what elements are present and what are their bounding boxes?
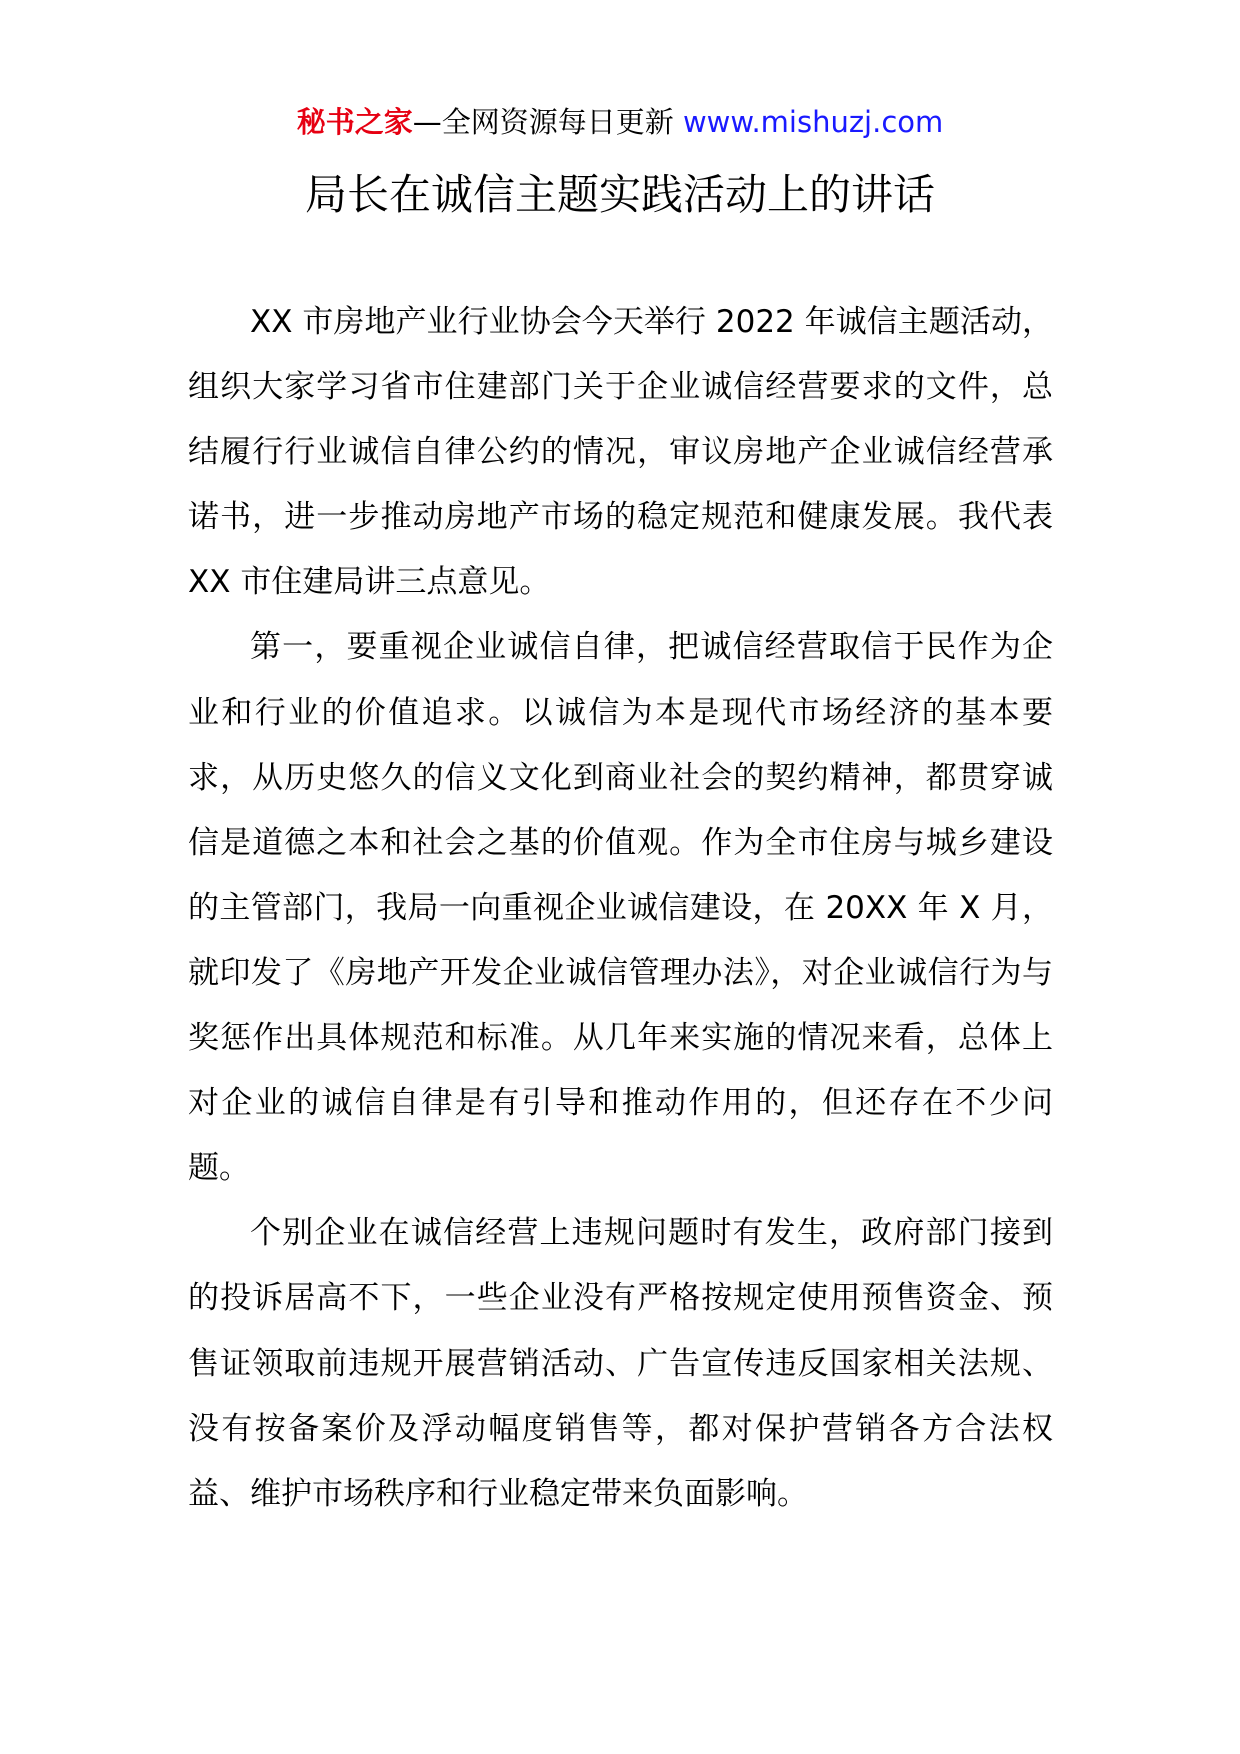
site-header [0,100,1240,144]
document-body [188,290,1053,1527]
paragraph-problems: 个别企业在诚信经营上违规问题时有发生，政府部门接到的投诉居高不下，一些企业没有严格按规定使用预售资金、预售证领取前违规开展营销活动、广告宣传违反国家相关法规、没有按备案价及浮动幅度销售等，都对保护营销各方合法权益、维护市场秩序和行业稳定带来负面影响。 [188,1215,1053,1512]
document-title: 局长在诚信主题实践活动上的讲话 [304,170,935,219]
paragraph-first-point: 第一，要重视企业诚信自律，把诚信经营取信于民作为企业和行业的价值追求。以诚信为本是现代市场经济的基本要求，从历史悠久的信义文化到商业社会的契约精神，都贯穿诚信是道德之本和社会之基的价值观。作为全市住房与城乡建设的主管部门，我局一向重视企业诚信建设，在 20XX 年 X 月，就印发了《房地产开发企业诚信管理办法》，对企业诚信行为与奖惩作出具体规范和标准。从几年来实施的情况来看，总体上对企业的诚信自律是有引导和推动作用的，但还存在不少问题。 [188,629,1053,1187]
header-tagline: —全网资源每日更新 [412,105,674,139]
site-url-link[interactable]: www.mishuzj.com [682,105,944,139]
paragraph-intro: XX 市房地产业行业协会今天举行 2022 年诚信主题活动，组织大家学习省市住建部门关于企业诚信经营要求的文件，总结履行行业诚信自律公约的情况，审议房地产企业诚信经营承诺书，进一步推动房地产市场的稳定规范和健康发展。我代表 XX 市住建局讲三点意见。 [188,304,1053,601]
brand-name: 秘书之家 [296,105,413,139]
